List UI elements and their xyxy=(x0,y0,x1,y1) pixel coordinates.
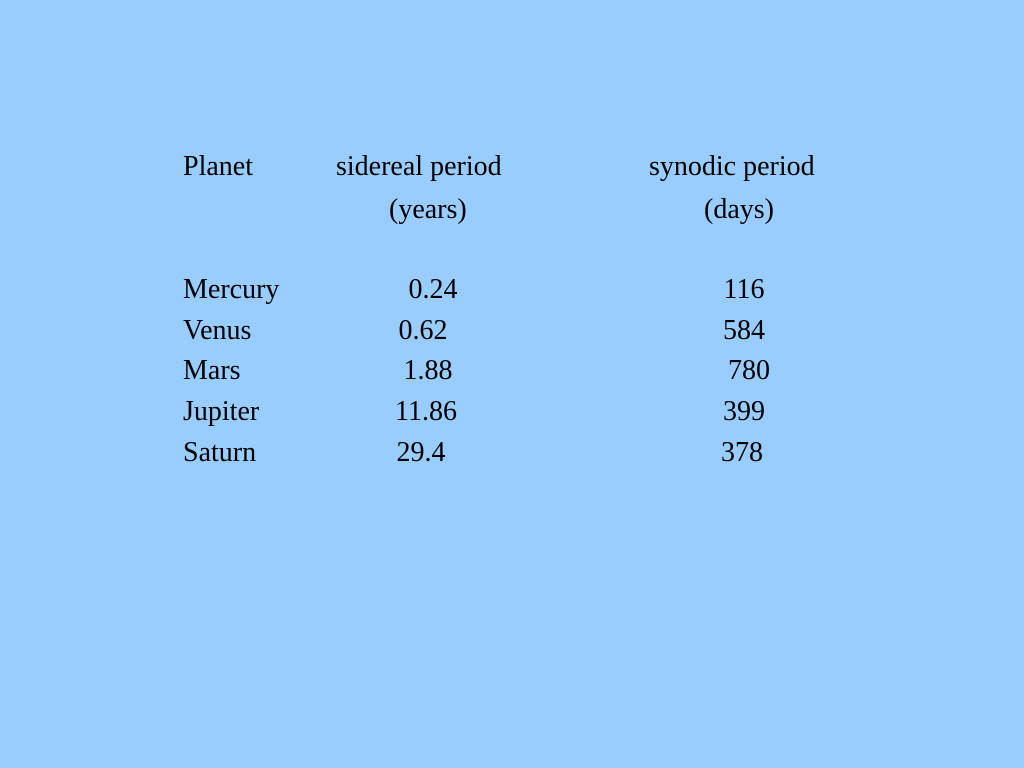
sidereal-value: 0.24 xyxy=(408,274,458,305)
sidereal-value: 29.4 xyxy=(396,437,446,468)
planet-name: Mars xyxy=(183,355,241,386)
header-synodic-unit: (days) xyxy=(704,194,774,225)
synodic-value: 780 xyxy=(728,355,770,386)
sidereal-value: 11.86 xyxy=(395,396,457,427)
planet-name: Venus xyxy=(183,315,252,346)
synodic-value: 116 xyxy=(723,274,765,305)
planet-name: Jupiter xyxy=(183,396,260,427)
planet-name: Mercury xyxy=(183,274,280,305)
synodic-value: 378 xyxy=(721,437,763,468)
header-synodic-period: synodic period xyxy=(649,151,815,182)
header-sidereal-period: sidereal period xyxy=(336,151,502,182)
header-sidereal-unit: (years) xyxy=(389,194,467,225)
sidereal-value: 1.88 xyxy=(403,355,453,386)
synodic-value: 584 xyxy=(723,315,765,346)
planet-name: Saturn xyxy=(183,437,257,468)
sidereal-value: 0.62 xyxy=(398,315,448,346)
header-planet: Planet xyxy=(183,151,253,182)
synodic-value: 399 xyxy=(723,396,765,427)
